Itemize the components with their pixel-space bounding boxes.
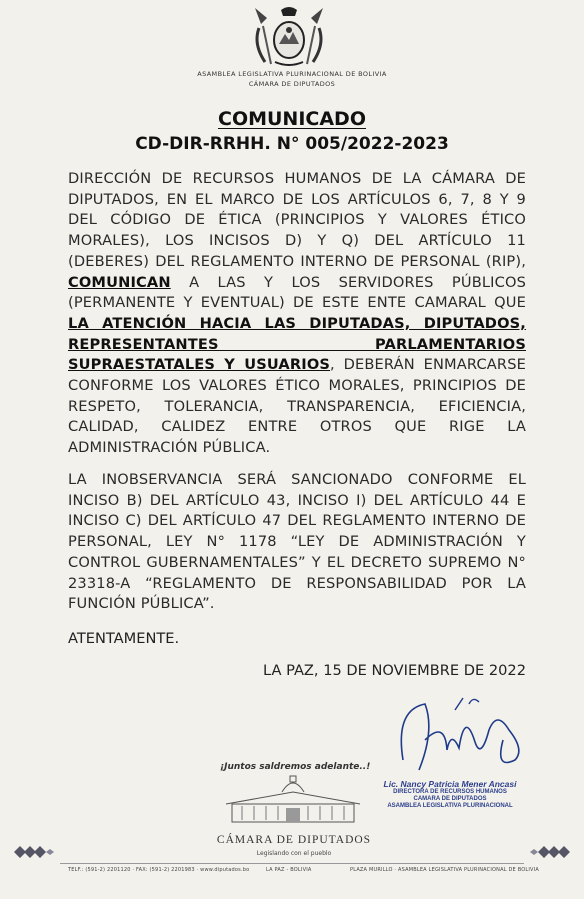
signatory-unit: CAMARA DE DIPUTADOS bbox=[413, 796, 487, 802]
footer-contact: TELF.: (591-2) 2201120 · FAX: (591-2) 2201983 · www.diputados.bo bbox=[68, 867, 250, 873]
place-and-date: LA PAZ, 15 DE NOVIEMBRE DE 2022 bbox=[262, 662, 526, 679]
paragraph-1-emphasis-atencion: LA ATENCIÓN HACIA LAS DIPUTADAS, DIPUTADOS, REPRESENTANTES PARLAMENTARIOS SUPRAESTATALES Y USUARIOS bbox=[68, 314, 526, 374]
bolivia-coat-of-arms-icon bbox=[251, 4, 327, 70]
paragraph-2: LA INOBSERVANCIA SERÁ SANCIONADO CONFORME EL INCISO B) DEL ARTÍCULO 43, INCISO I) DEL ARTÍCULO 44 E INCISO C) DEL ARTÍCULO 47 DEL REGLAMENTO INTERNO DE PERSONAL, LEY N° 1178 “LEY DE ADMINISTRACIÓN Y CONTROL GUBERNAMENTALES” Y EL DECRETO SUPREMO N° 23318-A “REGLAMENTO DE RESPONSABILIDAD POR LA FUNCIÓN PÚBLICA”. bbox=[68, 471, 526, 613]
footer-city: LA PAZ - BOLIVIA bbox=[266, 867, 312, 873]
closing-salutation: ATENTAMENTE. bbox=[68, 630, 180, 647]
paragraph-1-emphasis-comunican: COMUNICAN bbox=[68, 273, 171, 291]
footer-address: PLAZA MURILLO · ASAMBLEA LEGISLATIVA PLURINACIONAL DE BOLIVIA bbox=[350, 867, 539, 873]
signatory-role: DIRECTORA DE RECURSOS HUMANOS bbox=[393, 789, 507, 795]
logo-subtitle: Legislando con el pueblo bbox=[256, 850, 332, 857]
paragraph-1-middle: A LAS Y LOS SERVIDORES PÚBLICOS (PERMANENTE Y EVENTUAL) DE ESTE ENTE CAMARAL QUE bbox=[68, 273, 526, 312]
paragraph-1-end: , DEBERÁN ENMARCARSE CONFORME LOS VALORES ÉTICO MORALES, PRINCIPIOS DE RESPETO, TOLERANCIA, TRANSPARENCIA, EFICIENCIA, CALIDAD, CALIDEZ ENTRE OTROS QUE RIGE LA ADMINISTRACIÓN PÚBLICA. bbox=[68, 356, 526, 457]
decorative-pattern-icon bbox=[530, 842, 570, 862]
document-heading: COMUNICADO bbox=[218, 108, 366, 130]
legislative-building-icon bbox=[222, 774, 364, 826]
signature-stamp bbox=[370, 779, 530, 810]
footer-divider bbox=[60, 863, 524, 864]
paragraph-1-intro: DIRECCIÓN DE RECURSOS HUMANOS DE LA CÁMARA DE DIPUTADOS, EN EL MARCO DE LOS ARTÍCULOS 6, 7, 8 Y 9 DEL CÓDIGO DE ÉTICA (PRINCIPIOS Y VALORES ÉTICO MORALES), LOS INCISOS D) Y Q) DEL ARTÍCULO 11 (DEBERES) DEL REGLAMENTO INTERNO DE PERSONAL (RIP), bbox=[68, 170, 526, 270]
paragraph-1 bbox=[68, 169, 526, 459]
chamber-name: CÁMARA DE DIPUTADOS bbox=[248, 80, 336, 88]
handwritten-signature bbox=[385, 690, 545, 780]
decorative-pattern-icon bbox=[14, 842, 54, 862]
signatory-name: Lic. Nancy Patricia Mener Ancasi bbox=[383, 779, 517, 789]
logo-title: CÁMARA DE DIPUTADOS bbox=[216, 834, 372, 846]
institution-name: ASAMBLEA LEGISLATIVA PLURINACIONAL DE BOLIVIA bbox=[197, 70, 387, 78]
document-reference: CD-DIR-RRHH. N° 005/2022-2023 bbox=[135, 134, 449, 154]
signatory-org: ASAMBLEA LEGISLATIVA PLURINACIONAL bbox=[387, 803, 513, 809]
slogan: ¡Juntos saldremos adelante..! bbox=[220, 762, 371, 772]
